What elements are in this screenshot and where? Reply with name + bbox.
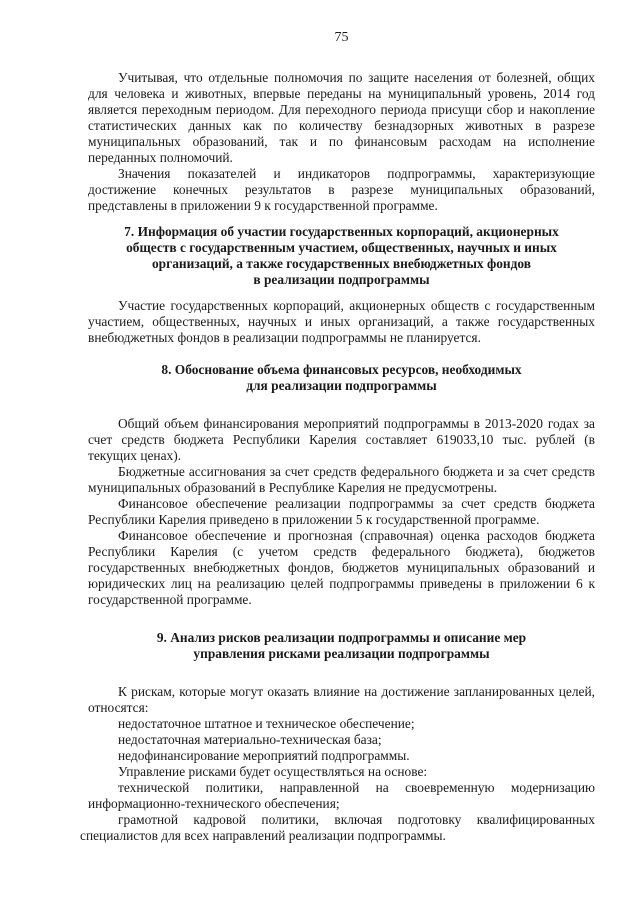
section-8-heading (88, 362, 595, 394)
section-7-heading-line: в реализации подпрограммы (253, 272, 430, 287)
section-9-heading-line: управления рисками реализации подпрограммы (193, 646, 490, 661)
section-7-heading-line: обществ с государственным участием, общественных, научных и иных (126, 240, 557, 255)
section-7-heading-line: организаций, а также государственных внебюджетных фондов (151, 256, 532, 271)
section-8-paragraph-3: Финансовое обеспечение реализации подпрограммы за счет средств бюджета Республики Карелия приведено в приложении 5 к государственной программе. (88, 496, 595, 527)
risk-list-item: недофинансирование мероприятий подпрограммы. (118, 748, 410, 763)
risk-list-item: недостаточная материально-техническая база; (118, 732, 382, 747)
document-page (80, 30, 595, 844)
section-8-heading-line: 8. Обоснование объема финансовых ресурсов, необходимых (161, 362, 522, 377)
section-9-paragraph-3: технической политики, направленной на своевременную модернизацию информационно-технического обеспечения; (88, 780, 595, 811)
section-9-paragraph-4: грамотной кадровой политики, включая подготовку квалифицированных специалистов для всех направлений реализации подпрограммы. (80, 812, 595, 843)
risk-list-item: недостаточное штатное и техническое обеспечение; (118, 716, 415, 731)
section-8-paragraph-4: Финансовое обеспечение и прогнозная (справочная) оценка расходов бюджета Республики Карелия (с учетом средств федерального бюджета), бюджетов государственных внебюджетных фондов, бюджетов муниципальных образований и юридических лиц на реализацию целей подпрограммы приведены в приложении 6 к государственной программе. (88, 528, 595, 607)
section-9-heading (88, 630, 595, 662)
section-9-paragraph-2: Управление рисками будет осуществляться на основе: (118, 764, 428, 779)
section-7-heading-line: 7. Информация об участии государственных корпораций, акционерных (124, 224, 559, 239)
section-8-paragraph-2: Бюджетные ассигнования за счет средств федерального бюджета и за счет средств муниципальных образований в Республике Карелия не предусмотрены. (88, 464, 595, 495)
intro-paragraph-1: Учитывая, что отдельные полномочия по защите населения от болезней, общих для человека и животных, впервые переданы на муниципальный уровень, 2014 год является переходным периодом. Для переходного периода присущи сбор и накопление статистических данных как по количеству безнадзорных животных в разрезе муниципальных образований, так и по финансовым расходам на исполнение переданных полномочий. (88, 70, 595, 165)
section-7-paragraph: Участие государственных корпораций, акционерных обществ с государственным участием, общественных, научных и иных организаций, а также государственных внебюджетных фондов в реализации подпрограммы не планируется. (88, 298, 595, 345)
page-number: 75 (334, 30, 349, 45)
section-9-paragraph-1: К рискам, которые могут оказать влияние на достижение запланированных целей, относятся: (88, 684, 595, 715)
section-9-heading-line: 9. Анализ рисков реализации подпрограммы и описание мер (156, 630, 527, 645)
section-8-heading-line: для реализации подпрограммы (246, 378, 437, 393)
section-7-heading (88, 224, 595, 288)
intro-paragraph-2: Значения показателей и индикаторов подпрограммы, характеризующие достижение конечных результатов в разрезе муниципальных образований, представлены в приложении 9 к государственной программе. (88, 166, 595, 213)
section-8-paragraph-1: Общий объем финансирования мероприятий подпрограммы в 2013-2020 годах за счет средств бюджета Республики Карелия составляет 619033,10 тыс. рублей (в текущих ценах). (88, 416, 595, 463)
